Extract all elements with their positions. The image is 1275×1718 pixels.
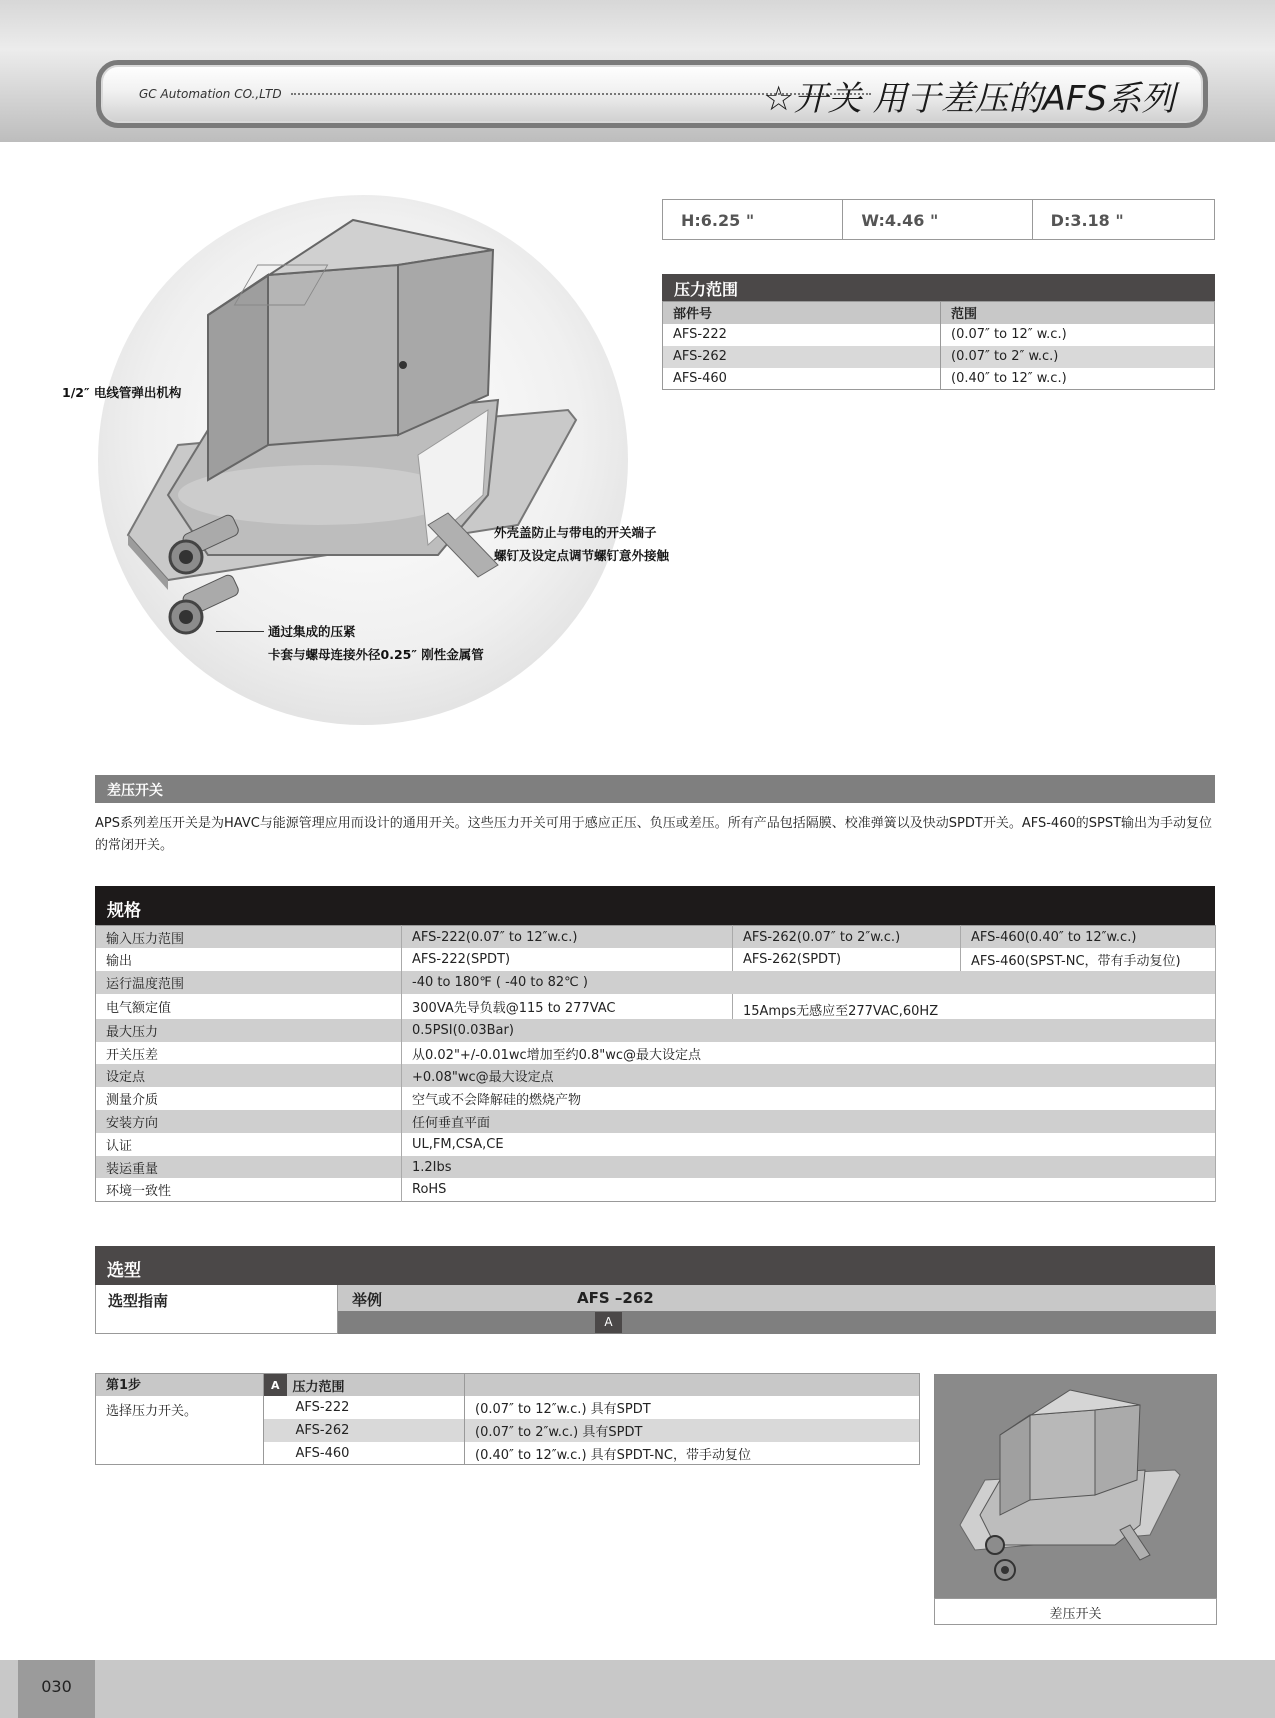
spec-value: AFS-222(SPDT) xyxy=(402,948,733,971)
spec-value: 0.5PSI(0.03Bar) xyxy=(402,1019,1216,1042)
table-row xyxy=(96,1178,1216,1201)
spec-value: AFS-460(SPST-NC，带有手动复位) xyxy=(961,948,1216,971)
col-range-header: 范围 xyxy=(941,302,1215,324)
table-row xyxy=(96,1019,1216,1042)
example-label: 举例 xyxy=(352,1291,383,1309)
specs-title: 规格 xyxy=(95,886,1215,925)
footer-band xyxy=(0,1660,1275,1718)
page-number: 030 xyxy=(18,1660,95,1718)
part-number: AFS-460 xyxy=(663,368,941,390)
part-number: AFS-222 xyxy=(287,1396,465,1419)
part-number: AFS-262 xyxy=(663,346,941,368)
callout-fitting-line1: 通过集成的压紧 xyxy=(268,624,356,639)
dimensions-table xyxy=(662,199,1215,240)
callout-conduit: 1/2″ 电线管弹出机构 xyxy=(62,385,182,400)
spec-label: 最大压力 xyxy=(96,1019,402,1042)
spacer-cell xyxy=(264,1396,287,1419)
spec-label: 输出 xyxy=(96,948,402,971)
example-value: AFS –262 xyxy=(577,1289,654,1307)
table-row xyxy=(96,1110,1216,1133)
spec-value: RoHS xyxy=(402,1178,1216,1201)
pressure-switch-icon xyxy=(935,1375,1218,1599)
dimension-height: H:6.25 " xyxy=(663,200,843,239)
spec-value: -40 to 180℉ ( -40 to 82℃ ) xyxy=(402,971,1216,994)
spacer-cell xyxy=(264,1419,287,1442)
dimension-depth: D:3.18 " xyxy=(1050,211,1124,230)
selection-title: 选型 xyxy=(95,1246,1215,1285)
pressure-range-title: 压力范围 xyxy=(662,274,1215,301)
part-number: AFS-460 xyxy=(287,1442,465,1465)
spec-label: 测量介质 xyxy=(96,1087,402,1110)
spec-label: 输入压力范围 xyxy=(96,926,402,949)
table-row xyxy=(96,1087,1216,1110)
specs-table xyxy=(95,925,1216,1202)
step-label: 第1步 xyxy=(96,1374,264,1397)
spec-label: 装运重量 xyxy=(96,1156,402,1179)
spec-label: 设定点 xyxy=(96,1064,402,1087)
spec-label: 环境一致性 xyxy=(96,1178,402,1201)
spec-value: 任何垂直平面 xyxy=(402,1110,1216,1133)
spec-label: 安装方向 xyxy=(96,1110,402,1133)
selection-code-bar xyxy=(338,1311,1216,1334)
dimension-width: W:4.46 " xyxy=(843,200,1032,239)
section-description: APS系列差压开关是为HAVC与能源管理应用而设计的通用开关。这些压力开关可用于感应正压、负压或差压。所有产品包括隔膜、校准弹簧以及快动SPDT开关。AFS-460的SPST输出为手动复位的常闭开关。 xyxy=(95,816,1213,853)
table-row xyxy=(96,948,1216,971)
table-row xyxy=(96,994,1216,1019)
callout-fitting-line2: 卡套与螺母连接外径0.25″ 刚性金属管 xyxy=(268,647,484,662)
spec-value: 空气或不会降解硅的燃烧产物 xyxy=(402,1087,1216,1110)
product-photo xyxy=(934,1374,1217,1625)
table-header-row xyxy=(96,1374,920,1397)
part-description: (0.07″ to 12″w.c.) 具有SPDT xyxy=(475,1402,651,1418)
callout-cover-line1: 外壳盖防止与带电的开关端子 xyxy=(494,525,657,540)
range-value: (0.40″ to 12″ w.c.) xyxy=(951,370,1067,386)
callout-cover-line2: 螺钉及设定点调节螺钉意外接触 xyxy=(494,548,670,563)
spec-value: AFS-262(SPDT) xyxy=(733,948,961,971)
table-row xyxy=(96,1064,1216,1087)
spec-value: 300VA先导负载@115 to 277VAC xyxy=(402,994,733,1019)
callout-fitting xyxy=(268,620,484,666)
step-header-empty xyxy=(465,1374,920,1397)
callout-leader-line xyxy=(216,631,264,632)
spec-label: 开关压差 xyxy=(96,1042,402,1065)
table-row xyxy=(96,971,1216,994)
col-part-header: 部件号 xyxy=(663,302,941,324)
table-row xyxy=(96,1133,1216,1156)
spec-label: 电气额定值 xyxy=(96,994,402,1019)
pressure-range-table xyxy=(662,301,1215,390)
range-value: (0.07″ to 2″ w.c.) xyxy=(941,346,1215,368)
step-marker: A xyxy=(264,1374,287,1397)
selection-example-row xyxy=(338,1285,1216,1311)
company-name: GC Automation CO.,LTD xyxy=(139,87,282,101)
spec-value: 从0.02"+/-0.01wc增加至约0.8"wc@最大设定点 xyxy=(402,1042,1216,1065)
spec-value: UL,FM,CSA,CE xyxy=(402,1133,1216,1156)
spec-value: +0.08"wc@最大设定点 xyxy=(402,1064,1216,1087)
table-header-row xyxy=(663,302,1215,324)
spec-value: AFS-222(0.07″ to 12″w.c.) xyxy=(402,926,733,949)
spec-label: 认证 xyxy=(96,1133,402,1156)
selection-guide-label: 选型指南 xyxy=(95,1285,338,1334)
part-description: (0.07″ to 2″w.c.) 具有SPDT xyxy=(465,1419,920,1442)
photo-caption: 差压开关 xyxy=(934,1598,1217,1625)
spec-value: 1.2Ibs xyxy=(402,1156,1216,1179)
spec-value: AFS-262(0.07″ to 2″w.c.) xyxy=(733,926,961,949)
part-description: (0.40″ to 12″w.c.) 具有SPDT-NC，带手动复位 xyxy=(475,1447,751,1463)
header-banner xyxy=(96,60,1208,128)
table-row xyxy=(663,346,1215,368)
callout-cover xyxy=(494,521,669,567)
table-row xyxy=(96,1042,1216,1065)
table-row xyxy=(96,926,1216,949)
range-value: (0.07″ to 12″ w.c.) xyxy=(951,327,1067,342)
step-table xyxy=(95,1373,920,1465)
table-row xyxy=(96,1396,920,1419)
step-instruction: 选择压力开关。 xyxy=(96,1396,264,1464)
page-title: ☆开关 用于差压的AFS系列 xyxy=(763,79,1175,119)
spec-label: 运行温度范围 xyxy=(96,971,402,994)
spec-value: AFS-460(0.40″ to 12″w.c.) xyxy=(961,926,1216,949)
part-number: AFS-262 xyxy=(287,1419,465,1442)
table-row xyxy=(96,1156,1216,1179)
section-title-bar: 差压开关 xyxy=(95,775,1215,803)
table-row xyxy=(663,324,1215,346)
part-number: AFS-222 xyxy=(663,324,941,346)
spec-value: 15Amps无感应至277VAC,60HZ xyxy=(733,994,1216,1019)
table-row xyxy=(663,368,1215,390)
spacer-cell xyxy=(264,1442,287,1465)
selection-marker: A xyxy=(595,1312,622,1333)
step-header: 压力范围 xyxy=(287,1374,465,1397)
